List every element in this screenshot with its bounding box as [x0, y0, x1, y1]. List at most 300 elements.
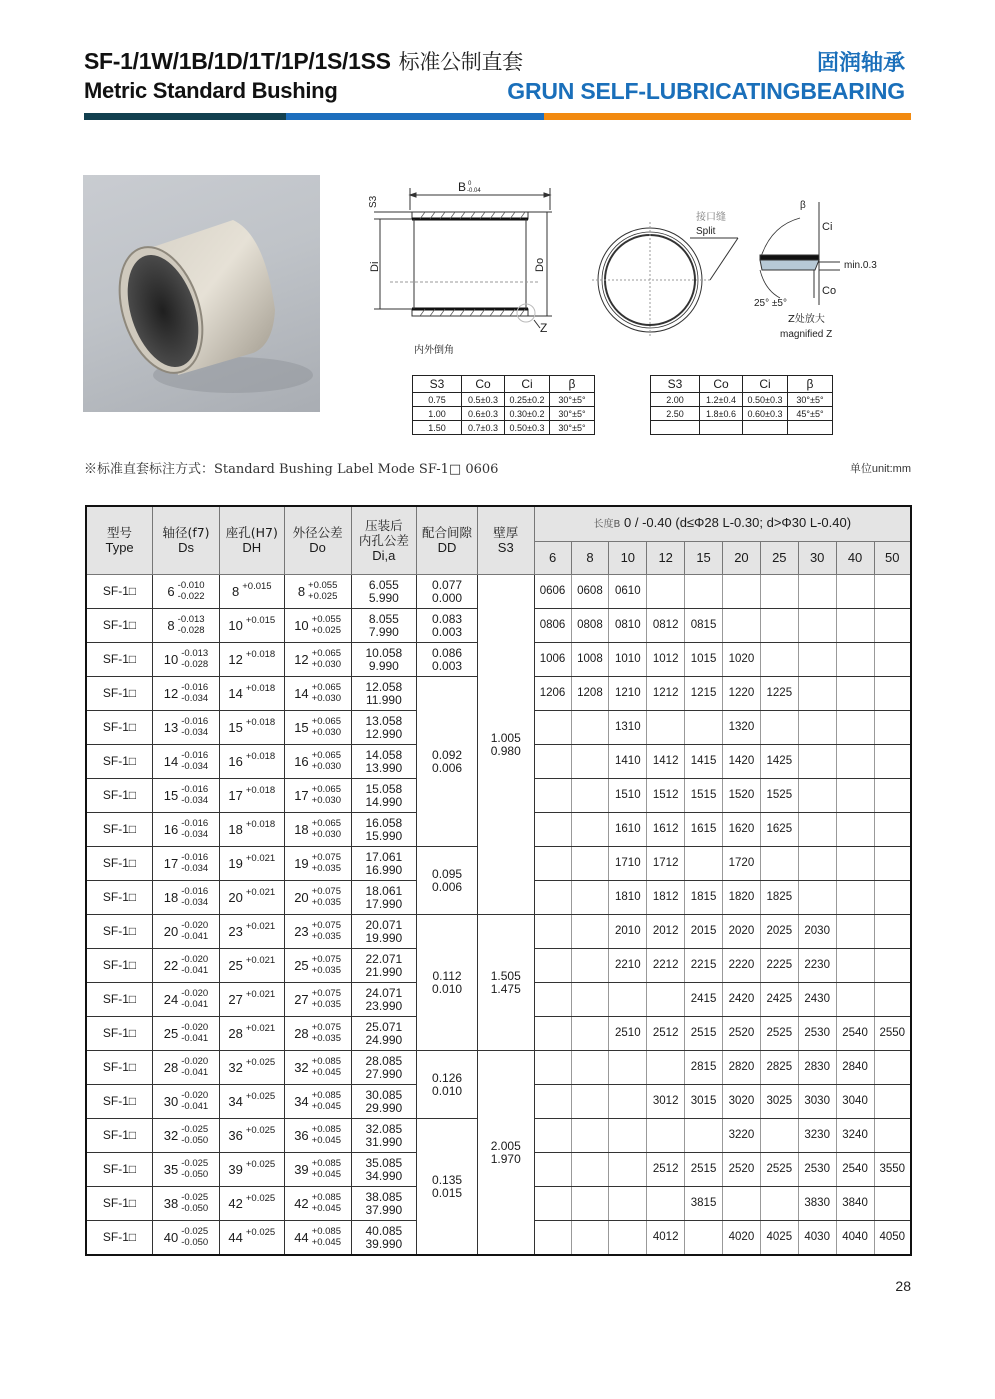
- shaft-tolerance: [164, 1226, 208, 1248]
- shaft-upper: -0.016: [181, 716, 209, 727]
- length-code-cell: [571, 1152, 609, 1186]
- shaft-tolerance: [164, 1192, 208, 1214]
- shaft-upper: -0.016: [181, 750, 209, 761]
- table-row: [86, 914, 911, 948]
- housing-cell: [219, 778, 284, 812]
- housing-tolerance: [228, 716, 276, 735]
- od-upper: +0.085: [311, 1226, 341, 1237]
- housing-tolerance: [228, 1022, 276, 1041]
- shaft-limits: [181, 648, 208, 670]
- od-nominal: 27: [294, 991, 309, 1007]
- housing-nominal: 8: [232, 583, 240, 599]
- od-upper: +0.055: [311, 614, 341, 625]
- header-type: [86, 506, 153, 574]
- length-code-cell: 1812: [647, 880, 685, 914]
- length-code-cell: [534, 1220, 571, 1255]
- id-cell: [351, 744, 417, 778]
- col-ci: Ci: [505, 376, 550, 393]
- chamfer-header-row: [651, 376, 833, 393]
- od-tolerance: [294, 1192, 341, 1214]
- housing-nominal: 36: [228, 1127, 243, 1143]
- shaft-upper: -0.025: [181, 1158, 209, 1169]
- length-code-cell: 3025: [760, 1084, 798, 1118]
- id-max: 17.061: [365, 849, 403, 864]
- chamfer-cell: 0.50±0.3: [505, 421, 550, 435]
- chamfer-cell: 0.75: [413, 393, 462, 407]
- od-limits: [312, 784, 341, 806]
- chamfer-cell: 30°±5°: [550, 393, 595, 407]
- length-code-cell: [647, 710, 685, 744]
- housing-upper: +0.025: [245, 1056, 276, 1068]
- clearance-min: 0.003: [432, 658, 463, 673]
- shaft-upper: -0.025: [181, 1226, 209, 1237]
- col-beta: β: [788, 376, 833, 393]
- id-limits: [366, 885, 403, 911]
- length-code-cell: 0810: [609, 608, 647, 642]
- length-code-cell: [534, 846, 571, 880]
- housing-upper: +0.015: [242, 580, 272, 592]
- chamfer-cell: [700, 421, 743, 435]
- shaft-nominal: 12: [163, 685, 179, 701]
- housing-upper: +0.021: [245, 852, 276, 864]
- od-nominal: 44: [294, 1229, 309, 1245]
- length-code-cell: [571, 1016, 609, 1050]
- length-code-cell: [874, 608, 911, 642]
- width-tol-lower: -0.04: [467, 188, 481, 194]
- length-code-cell: 1415: [685, 744, 723, 778]
- shaft-lower: -0.034: [181, 897, 209, 908]
- od-upper: +0.075: [311, 920, 341, 931]
- housing-upper: +0.018: [245, 648, 276, 660]
- shaft-tolerance: [164, 920, 208, 942]
- length-code-cell: [760, 574, 798, 608]
- id-limits: [366, 1123, 403, 1149]
- clearance-limits: [432, 579, 462, 605]
- length-code-cell: 2540: [836, 1016, 874, 1050]
- id-cell: [351, 1186, 417, 1220]
- od-limits: [312, 1090, 341, 1112]
- header-length-note1: d≤Φ28 L-0.30: [679, 515, 760, 531]
- length-code-cell: [609, 1220, 647, 1255]
- od-lower: +0.045: [311, 1203, 341, 1214]
- shaft-nominal: 14: [163, 753, 179, 769]
- shaft-lower: -0.041: [181, 1101, 209, 1112]
- id-cell: [351, 1016, 417, 1050]
- clearance-limits: [432, 970, 462, 996]
- id-min: 39.990: [365, 1236, 403, 1251]
- shaft-cell: [153, 1084, 220, 1118]
- length-code-cell: 1520: [723, 778, 761, 812]
- shaft-tolerance: [164, 750, 208, 772]
- length-code-cell: 2225: [760, 948, 798, 982]
- length-code-cell: 2420: [723, 982, 761, 1016]
- header-type-cn: 型号: [107, 525, 133, 541]
- type-cell: SF-1□: [86, 710, 153, 744]
- shaft-nominal: 22: [163, 957, 179, 973]
- shaft-upper: -0.016: [181, 784, 209, 795]
- type-cell: SF-1□: [86, 1118, 153, 1152]
- housing-cell: [219, 1186, 284, 1220]
- brand-name-cn: 固润轴承: [816, 51, 905, 76]
- header-shaft-cn: 轴径(f7): [162, 525, 210, 541]
- housing-cell: [219, 710, 284, 744]
- shaft-cell: [153, 744, 220, 778]
- id-limits: [366, 681, 403, 707]
- shaft-tolerance: [164, 954, 208, 976]
- od-nominal: 19: [294, 855, 309, 871]
- id-min: 13.990: [365, 760, 403, 775]
- id-cell: [351, 914, 417, 948]
- chamfer-cell: 0.6±0.3: [462, 407, 505, 421]
- shaft-nominal: 35: [163, 1161, 179, 1177]
- shaft-tolerance: [164, 852, 208, 874]
- length-code-cell: 2415: [685, 982, 723, 1016]
- length-code-cell: [798, 710, 836, 744]
- shaft-nominal: 20: [163, 923, 179, 939]
- shaft-cell: [153, 982, 220, 1016]
- type-cell: SF-1□: [86, 1220, 153, 1255]
- id-min: 11.990: [365, 692, 402, 707]
- shaft-cell: [153, 880, 220, 914]
- housing-cell: [219, 1152, 284, 1186]
- shaft-lower: -0.034: [181, 863, 209, 874]
- shaft-tolerance: [164, 1056, 208, 1078]
- shaft-lower: -0.041: [181, 1033, 209, 1044]
- od-tolerance: [294, 1226, 341, 1248]
- length-code-cell: 2540: [836, 1152, 874, 1186]
- length-code-cell: 3830: [798, 1186, 836, 1220]
- id-min: 9.990: [368, 658, 399, 673]
- id-cell: [351, 710, 417, 744]
- id-limits: [366, 1055, 403, 1081]
- length-code-cell: [874, 744, 911, 778]
- shaft-cell: [153, 642, 220, 676]
- length-code-cell: [571, 846, 609, 880]
- type-cell: SF-1□: [86, 778, 153, 812]
- shaft-cell: [153, 1152, 220, 1186]
- id-max: 24.071: [365, 985, 403, 1000]
- clearance-cell: [417, 676, 478, 846]
- housing-upper: +0.025: [245, 1124, 276, 1136]
- od-cell: [284, 1152, 351, 1186]
- col-co: Co: [700, 376, 743, 393]
- length-code-cell: 2510: [609, 1016, 647, 1050]
- housing-tolerance: [232, 580, 272, 599]
- od-upper: +0.065: [311, 818, 341, 829]
- header-id-cn2: 内孔公差: [358, 532, 409, 548]
- id-max: 20.071: [365, 917, 403, 932]
- clearance-min: 0.006: [432, 760, 463, 775]
- page-title: [84, 46, 523, 76]
- header-shaft-sym: Ds: [178, 540, 194, 556]
- id-max: 13.058: [365, 713, 403, 728]
- length-header-cell: 30: [798, 541, 836, 574]
- length-code-cell: [798, 744, 836, 778]
- length-code-cell: 2430: [798, 982, 836, 1016]
- od-tolerance: [294, 1158, 341, 1180]
- chamfer-cell: 30°±5°: [550, 421, 595, 435]
- housing-nominal: 18: [228, 821, 243, 837]
- header-housing-cn: 座孔(H7): [225, 525, 278, 541]
- length-code-cell: 1208: [571, 676, 609, 710]
- shaft-nominal: 25: [163, 1025, 179, 1041]
- housing-upper: +0.018: [245, 750, 276, 762]
- length-code-cell: [723, 1186, 761, 1220]
- length-code-cell: 2512: [647, 1152, 685, 1186]
- shaft-tolerance: [164, 648, 208, 670]
- shaft-limits: [181, 852, 208, 874]
- housing-upper: +0.018: [245, 784, 276, 796]
- od-nominal: 15: [294, 719, 309, 735]
- chamfer-row: [651, 421, 833, 435]
- length-header-cell: 6: [534, 541, 571, 574]
- length-code-cell: 4020: [723, 1220, 761, 1255]
- od-upper: +0.085: [311, 1124, 341, 1135]
- shaft-lower: -0.050: [181, 1203, 209, 1214]
- length-code-cell: [836, 574, 874, 608]
- shaft-limits: [181, 1124, 208, 1146]
- length-code-cell: [609, 1118, 647, 1152]
- shaft-cell: [153, 1016, 220, 1050]
- od-upper: +0.055: [308, 580, 338, 591]
- id-min: 19.990: [365, 930, 403, 945]
- od-limits: [312, 716, 341, 738]
- clearance-cell: [417, 608, 478, 642]
- clearance-min: 0.010: [432, 1083, 463, 1098]
- length-code-cell: 3030: [798, 1084, 836, 1118]
- length-code-cell: 2020: [723, 914, 761, 948]
- length-code-cell: 1320: [723, 710, 761, 744]
- od-nominal: 36: [294, 1127, 309, 1143]
- od-limits: [312, 614, 341, 636]
- length-code-cell: 1515: [685, 778, 723, 812]
- shaft-upper: -0.016: [181, 682, 209, 693]
- od-tolerance: [294, 682, 341, 704]
- length-code-cell: 0808: [571, 608, 609, 642]
- length-code-cell: [723, 608, 761, 642]
- wall-max: 2.005: [490, 1138, 521, 1153]
- length-code-cell: [874, 642, 911, 676]
- magnified-label-en: magnified Z: [780, 329, 833, 340]
- length-code-cell: [836, 778, 874, 812]
- col-s3: S3: [651, 376, 700, 393]
- angle-label: 25° ±5°: [754, 298, 787, 309]
- housing-nominal: 42: [228, 1195, 243, 1211]
- housing-cell: [219, 608, 284, 642]
- od-upper: +0.065: [311, 716, 341, 727]
- header-od: [284, 506, 351, 574]
- housing-upper: +0.018: [245, 682, 276, 694]
- length-code-cell: 1215: [685, 676, 723, 710]
- od-cell: [284, 608, 351, 642]
- shaft-tolerance: [164, 988, 208, 1010]
- od-lower: +0.045: [311, 1067, 341, 1078]
- table-row: [86, 574, 911, 608]
- od-lower: +0.030: [311, 795, 341, 806]
- id-max: 35.085: [365, 1155, 403, 1170]
- id-max: 15.058: [365, 781, 403, 796]
- od-lower: +0.045: [311, 1135, 341, 1146]
- length-code-cell: 1225: [760, 676, 798, 710]
- z-label: Z: [540, 321, 548, 335]
- housing-tolerance: [228, 1124, 276, 1143]
- length-code-cell: 3840: [836, 1186, 874, 1220]
- housing-nominal: 19: [228, 855, 243, 871]
- length-code-cell: 2550: [874, 1016, 911, 1050]
- housing-cell: [219, 642, 284, 676]
- housing-tolerance: [228, 988, 276, 1007]
- length-code-cell: 4025: [760, 1220, 798, 1255]
- shaft-lower: -0.041: [181, 999, 209, 1010]
- id-cell: [351, 1220, 417, 1255]
- min-label: min.0.3: [844, 260, 877, 271]
- housing-nominal: 15: [228, 719, 243, 735]
- length-header-cell: 15: [685, 541, 723, 574]
- housing-cell: [219, 914, 284, 948]
- wall-limits: [491, 1140, 521, 1166]
- type-cell: SF-1□: [86, 744, 153, 778]
- length-code-cell: 2515: [685, 1152, 723, 1186]
- header-bar-dark: [84, 113, 286, 120]
- length-code-cell: [571, 1084, 609, 1118]
- length-code-cell: [534, 1186, 571, 1220]
- length-code-cell: [534, 982, 571, 1016]
- length-code-cell: 1620: [723, 812, 761, 846]
- header-bar-blue: [286, 113, 544, 120]
- shaft-nominal: 6: [167, 583, 175, 599]
- length-code-cell: 2830: [798, 1050, 836, 1084]
- di-label: Di: [369, 261, 381, 272]
- type-cell: SF-1□: [86, 880, 153, 914]
- header-id-cn1: 压装后: [365, 517, 403, 533]
- id-min: 21.990: [365, 964, 403, 979]
- header-bar-orange: [544, 113, 911, 120]
- length-code-cell: [609, 1152, 647, 1186]
- length-code-cell: 1015: [685, 642, 723, 676]
- shaft-limits: [181, 784, 208, 806]
- header-length-label: 长度B: [593, 519, 621, 531]
- id-min: 37.990: [365, 1202, 403, 1217]
- clearance-max: 0.086: [432, 645, 463, 660]
- length-code-cell: 1410: [609, 744, 647, 778]
- length-code-cell: 0806: [534, 608, 571, 642]
- header-housing-sym: DH: [242, 540, 262, 556]
- clearance-max: 0.135: [432, 1172, 463, 1187]
- header-housing: [219, 506, 284, 574]
- clearance-max: 0.126: [432, 1070, 463, 1085]
- clearance-cell: [417, 642, 478, 676]
- length-code-cell: [836, 676, 874, 710]
- id-min: 17.990: [365, 896, 403, 911]
- clearance-min: 0.006: [432, 879, 463, 894]
- chamfer-cell: [743, 421, 788, 435]
- chamfer-cell: 0.30±0.2: [505, 407, 550, 421]
- od-tolerance: [294, 852, 341, 874]
- housing-nominal: 17: [228, 787, 243, 803]
- shaft-lower: -0.041: [181, 1067, 209, 1078]
- type-cell: SF-1□: [86, 1084, 153, 1118]
- length-code-cell: [836, 846, 874, 880]
- od-nominal: 42: [294, 1195, 309, 1211]
- header-shaft: [153, 506, 220, 574]
- chamfer-cell: [788, 421, 833, 435]
- housing-cell: [219, 812, 284, 846]
- length-code-cell: 4040: [836, 1220, 874, 1255]
- id-max: 28.085: [365, 1053, 403, 1068]
- shaft-limits: [181, 818, 208, 840]
- od-tolerance: [294, 886, 341, 908]
- clearance-max: 0.095: [432, 866, 463, 881]
- length-code-cell: 1212: [647, 676, 685, 710]
- length-code-cell: [534, 1152, 571, 1186]
- length-code-cell: [836, 642, 874, 676]
- length-code-cell: [685, 846, 723, 880]
- length-code-cell: [609, 1050, 647, 1084]
- clearance-cell: [417, 914, 478, 1050]
- length-code-cell: [874, 812, 911, 846]
- od-cell: [284, 1016, 351, 1050]
- clearance-max: 0.112: [432, 968, 462, 983]
- length-code-cell: 0812: [647, 608, 685, 642]
- od-upper: +0.075: [311, 988, 341, 999]
- type-cell: SF-1□: [86, 1186, 153, 1220]
- od-limits: [312, 1022, 341, 1044]
- wall-max: 1.505: [490, 968, 521, 983]
- do-label: Do: [534, 257, 546, 272]
- length-code-cell: 2520: [723, 1152, 761, 1186]
- header-clearance-cn: 配合间隙: [422, 525, 473, 541]
- od-limits: [312, 818, 341, 840]
- length-code-cell: [571, 982, 609, 1016]
- length-code-cell: 3240: [836, 1118, 874, 1152]
- shaft-nominal: 10: [163, 651, 179, 667]
- clearance-limits: [432, 1174, 462, 1200]
- length-code-cell: 2530: [798, 1152, 836, 1186]
- od-upper: +0.065: [311, 750, 341, 761]
- length-code-cell: [798, 676, 836, 710]
- od-limits: [312, 886, 341, 908]
- od-upper: +0.075: [311, 886, 341, 897]
- shaft-tolerance: [164, 682, 208, 704]
- length-code-cell: [798, 608, 836, 642]
- od-lower: +0.030: [311, 659, 341, 670]
- length-code-cell: [685, 710, 723, 744]
- od-cell: [284, 574, 351, 608]
- id-max: 10.058: [365, 645, 403, 660]
- length-code-cell: [534, 1016, 571, 1050]
- chamfer-cell: 45°±5°: [788, 407, 833, 421]
- housing-tolerance: [228, 886, 276, 905]
- table-row: [86, 1050, 911, 1084]
- id-max: 40.085: [365, 1223, 403, 1238]
- length-code-cell: 2015: [685, 914, 723, 948]
- length-code-cell: [571, 948, 609, 982]
- shaft-tolerance: [164, 716, 208, 738]
- length-code-cell: [874, 778, 911, 812]
- chamfer-cell: 0.7±0.3: [462, 421, 505, 435]
- housing-upper: +0.021: [245, 1022, 276, 1034]
- length-code-cell: 1010: [609, 642, 647, 676]
- length-code-cell: 1820: [723, 880, 761, 914]
- id-limits: [366, 953, 403, 979]
- shaft-lower: -0.041: [181, 931, 209, 942]
- housing-cell: [219, 676, 284, 710]
- length-code-cell: [534, 1118, 571, 1152]
- od-limits: [312, 648, 341, 670]
- clearance-max: 0.077: [432, 577, 463, 592]
- length-code-cell: [760, 1186, 798, 1220]
- chamfer-cell: 1.8±0.6: [700, 407, 743, 421]
